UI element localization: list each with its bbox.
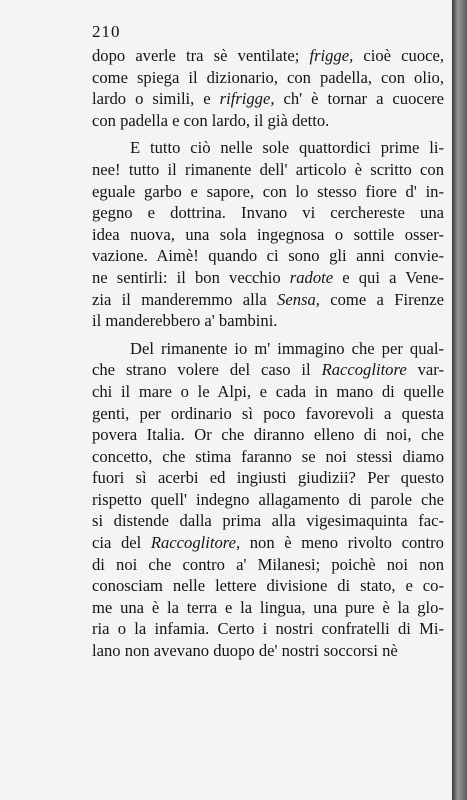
- text-line: [92, 554, 444, 576]
- text-line: [92, 338, 444, 360]
- text-line: [92, 359, 444, 381]
- text-run: chi il mare o le Alpi, e cada in mano di quelle: [92, 381, 444, 401]
- text-line: [92, 202, 444, 224]
- text-line: [92, 88, 444, 110]
- text-run: con padella e con lardo, il già detto.: [92, 110, 330, 130]
- italic-text: Raccoglitore: [321, 360, 407, 380]
- text-line: [92, 446, 444, 468]
- text-line: [92, 289, 444, 311]
- text-run: lardo o simili, e: [92, 89, 220, 109]
- text-run: dopo averle tra sè ventilate;: [92, 46, 310, 65]
- text-run: non è meno rivolto contro: [240, 533, 444, 553]
- text-run: conosciam nelle lettere divisione di stato, e co-: [92, 576, 444, 596]
- text-line: [92, 181, 444, 203]
- paragraph: [92, 137, 444, 331]
- text-line: [92, 67, 444, 89]
- text-line: [92, 45, 444, 67]
- text-run: vazione. Aimè! quando ci sono gli anni convie-: [92, 246, 444, 266]
- text-run: idea nuova, una sola ingegnosa o sottile osser-: [92, 224, 444, 244]
- italic-text: Sensa,: [277, 289, 320, 309]
- text-line: [92, 110, 444, 132]
- text-line: [92, 510, 444, 532]
- text-run: di noi che contro a' Milanesi; poichè noi non: [92, 554, 444, 574]
- italic-text: frigge,: [309, 46, 354, 65]
- text-line: [92, 403, 444, 425]
- text-run: rispetto quell' indegno allagamento di parole che: [92, 489, 444, 509]
- text-run: ria o la infamia. Certo i nostri confratelli di Mi-: [92, 619, 444, 639]
- text-line: [92, 532, 444, 554]
- text-run: il manderebbero a' bambini.: [92, 311, 278, 331]
- text-run: Del rimanente io m' immagino che per qual-: [130, 338, 444, 358]
- text-line: [92, 424, 444, 446]
- text-run: E tutto ciò nelle sole quattordici prime li-: [130, 138, 444, 158]
- text-body: [92, 45, 444, 662]
- text-line: [92, 267, 444, 289]
- text-run: ch' è tornar a cuocere: [274, 89, 444, 109]
- text-run: cia del: [92, 533, 151, 553]
- text-run: concetto, che stima faranno se noi stessi diamo: [92, 446, 444, 466]
- text-run: povera Italia. Or che diranno elleno di noi, che: [92, 425, 444, 445]
- text-line: [92, 381, 444, 403]
- text-run: e qui a Vene-: [333, 267, 444, 287]
- text-line: [92, 159, 444, 181]
- text-line: [92, 575, 444, 597]
- text-line: [92, 597, 444, 619]
- text-line: [92, 245, 444, 267]
- text-run: gegno e dottrina. Invano vi cerchereste una: [92, 203, 444, 223]
- text-run: come spiega il dizionario, con padella, con olio,: [92, 67, 444, 87]
- italic-text: radote: [289, 267, 334, 287]
- text-run: eguale garbo e sapore, con lo stesso fiore d' in-: [92, 181, 444, 201]
- text-run: var-: [406, 360, 444, 380]
- text-line: [92, 489, 444, 511]
- text-line: [92, 224, 444, 246]
- text-run: genti, per ordinario sì poco favorevoli a questa: [92, 403, 444, 423]
- text-run: cioè cuoce,: [353, 46, 444, 65]
- text-run: zia il manderemmo alla: [92, 289, 278, 309]
- text-run: fuori sì acerbi ed ingiusti giudizii? Per questo: [92, 468, 444, 488]
- page-number: 210: [92, 22, 121, 41]
- text-run: me una è la terra e la lingua, una pure è la glo-: [92, 597, 444, 617]
- text-run: lano non avevano duopo de' nostri soccorsi nè: [92, 641, 398, 661]
- text-run: come a Firenze: [319, 289, 444, 309]
- text-line: [92, 640, 444, 662]
- text-run: che strano volere del caso il: [92, 360, 322, 380]
- text-run: nee! tutto il rimanente dell' articolo è scritto con: [92, 159, 444, 179]
- paragraph: [92, 338, 444, 662]
- text-line: [92, 467, 444, 489]
- italic-text: Raccoglitore,: [150, 533, 241, 553]
- text-run: ne sentirli: il bon vecchio: [92, 267, 290, 287]
- text-line: [92, 137, 444, 159]
- page-edge-shadow: [452, 0, 467, 800]
- text-line: [92, 618, 444, 640]
- text-line: [92, 310, 444, 332]
- italic-text: rifrigge,: [219, 89, 275, 109]
- paragraph: [92, 45, 444, 131]
- text-run: si distende dalla prima alla vigesimaquinta fac-: [92, 511, 444, 531]
